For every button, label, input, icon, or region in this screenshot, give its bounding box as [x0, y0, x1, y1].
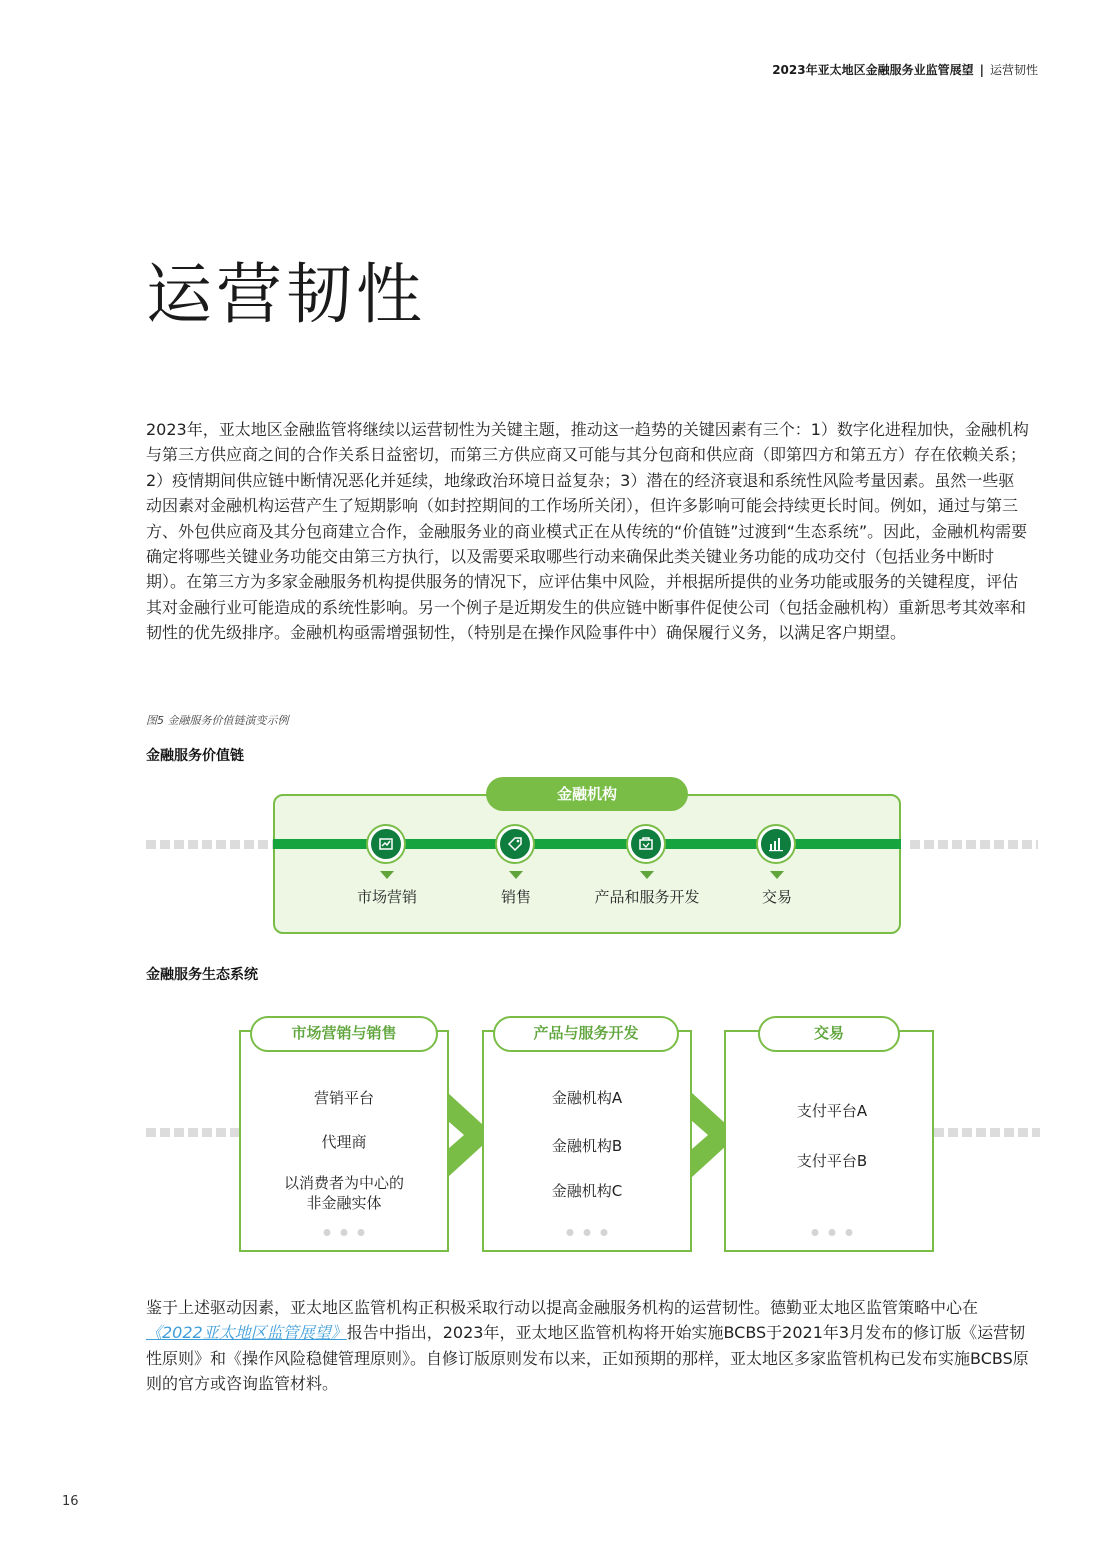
price-tag-icon [497, 826, 533, 862]
bar-chart-icon [758, 826, 794, 862]
node-label-trade: 交易 [761, 888, 793, 906]
more-dots [812, 1229, 853, 1236]
marketing-icon [368, 826, 404, 862]
marketing-pointer [380, 871, 394, 879]
product-dev-pointer [640, 871, 654, 879]
page-title: 运营韧性 [146, 256, 426, 333]
ecosystem-item: 金融机构A [551, 1089, 623, 1107]
figure-caption: 图5 金融服务价值链演变示例 [146, 714, 289, 727]
intro-paragraph: 2023年，亚太地区金融监管将继续以运营韧性为关键主题，推动这一趋势的关键因素有三个：1）数字化进程加快，金融机构与第三方供应商之间的合作关系日益密切，而第三方供应商又可能与其分包商和供应商（即第四方和第五方）存在依赖关系；2）疫情期间供应链中断情况恶化并延续，地缘政治环境日益复杂；3）潜在的经济衰退和系统性风险考量因素。虽然一些驱动因素对金融机构运营产生了短期影响（如封控期间的工作场所关闭），但许多影响可能会持续更长时间。例如，通过与第三方、外包供应商及其分包商建立合作，金融服务业的商业模式正在从传统的“价值链”过渡到“生态系统”。因此，金融机构需要确定将哪些关键业务功能交由第三方执行，以及需要采取哪些行动来确保此类关键业务功能的成功交付（包括业务中断时期）。在第三方为多家金融服务机构提供服务的情况下，应评估集中风险，并根据所提供的业务功能或服务的关键程度，评估其对金融行业可能造成的系统性影响。另一个例子是近期发生的供应链中断事件促使公司（包括金融机构）重新思考其效率和韧性的优先级排序。金融机构亟需增强韧性，（特别是在操作风险事件中）确保履行义务，以满足客户期望。 [146, 420, 1029, 643]
sales-pointer [509, 871, 523, 879]
page-number: 16 [62, 1494, 79, 1509]
ecosystem-item: 金融机构C [551, 1182, 623, 1200]
value-chain-tab: 金融机构 [486, 777, 688, 811]
node-label-marketing: 市场营销 [356, 888, 418, 906]
ecosystem-tab-marketing-sales: 市场营销与销售 [250, 1016, 438, 1052]
ecosystem-item: 支付平台A [796, 1102, 868, 1120]
value-chain-dash-right [910, 840, 1038, 849]
closing-text-before: 鉴于上述驱动因素，亚太地区监管机构正积极采取行动以提高金融服务机构的运营韧性。德勤亚太地区监管策略中心在 [146, 1298, 979, 1317]
product-dev-icon [628, 826, 664, 862]
ecosystem-item: 非金融实体 [306, 1194, 382, 1212]
report-link[interactable]: 《2022亚太地区监管展望》 [146, 1323, 347, 1343]
report-title: 2023年亚太地区金融服务业监管展望 [772, 63, 974, 77]
more-dots [567, 1229, 608, 1236]
ecosystem-tab-product-dev: 产品与服务开发 [493, 1016, 679, 1052]
value-chain-box [273, 794, 901, 934]
value-chain-heading: 金融服务价值链 [146, 748, 244, 764]
ecosystem-item: 支付平台B [796, 1152, 868, 1170]
ecosystem-box-trade [724, 1030, 934, 1252]
ecosystem-item: 代理商 [321, 1133, 367, 1151]
ecosystem-dash-left [146, 1128, 240, 1137]
closing-text-after: 报告中指出，2023年，亚太地区监管机构将开始实施BCBS于2021年3月发布的修订版《运营韧性原则》和《操作风险稳健管理原则》。自修订版原则发布以来，正如预期的那样，亚太地区多家监管机构已发布实施BCBS原则的官方或咨询监管材料。 [146, 1323, 1029, 1394]
trade-pointer [770, 871, 784, 879]
ecosystem-tab-trade: 交易 [758, 1016, 900, 1052]
closing-paragraph [146, 1295, 1030, 1397]
ecosystem-item: 营销平台 [313, 1089, 375, 1107]
ecosystem-heading: 金融服务生态系统 [146, 967, 258, 983]
ecosystem-dash-right [934, 1128, 1040, 1137]
running-header [772, 61, 1038, 78]
value-chain-dash-left [146, 840, 274, 849]
header-section: 运营韧性 [989, 63, 1038, 77]
ecosystem-item: 以消费者为中心的 [283, 1174, 405, 1192]
node-label-sales: 销售 [500, 888, 532, 906]
header-separator: | [979, 63, 984, 77]
more-dots [324, 1229, 365, 1236]
node-label-product-dev: 产品和服务开发 [594, 888, 700, 906]
ecosystem-item: 金融机构B [551, 1137, 623, 1155]
